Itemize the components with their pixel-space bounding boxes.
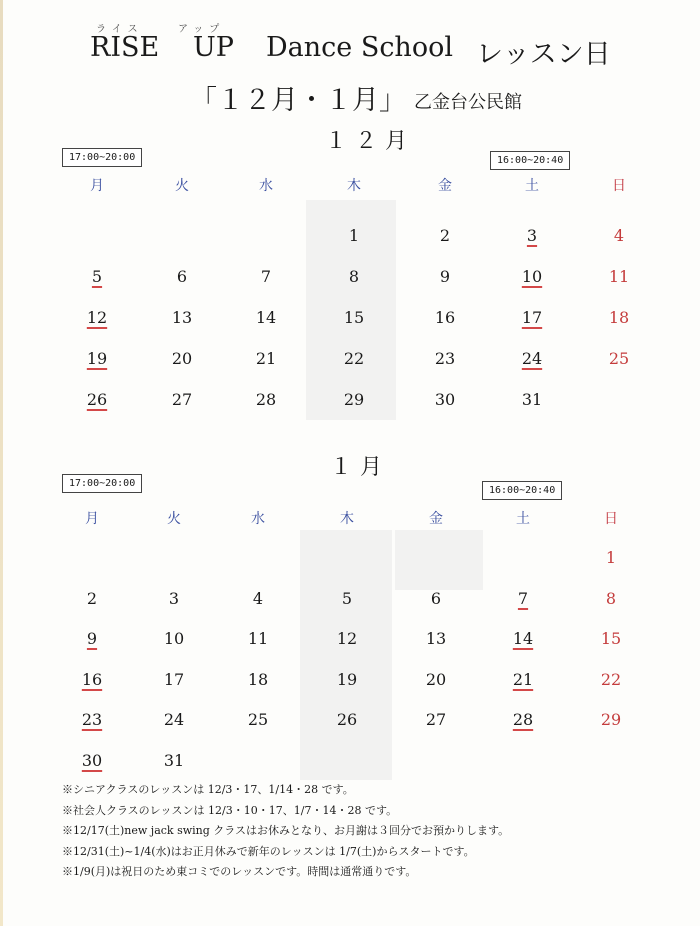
weekday-header: 月: [85, 511, 99, 527]
note-new-year-break: ※12/31(土)~1/4(水)はお正月休みで新年のレッスンは 1/7(土)からスタートです。: [62, 844, 475, 858]
calendar-day: 9: [439, 267, 451, 286]
calendar-day: 2: [439, 226, 451, 245]
calendar-day: 8: [605, 588, 617, 608]
calendar-day: 13: [171, 308, 193, 327]
calendar-day: 21: [255, 349, 277, 368]
calendar-day: 8: [348, 267, 360, 286]
lesson-day: 12: [86, 308, 108, 327]
weekday-header: 木: [340, 511, 354, 527]
notes: [62, 780, 509, 883]
weekday-header: 日: [612, 178, 626, 194]
weekday-header: 火: [167, 511, 181, 527]
title-rise: RISE: [90, 32, 160, 63]
december-weekday-time: 17:00~20:00: [62, 148, 142, 167]
calendar-day: 12: [336, 629, 358, 648]
lesson-day: 28: [512, 710, 534, 729]
lesson-day: 19: [86, 349, 108, 368]
lesson-day: 30: [81, 750, 103, 770]
lesson-day: 14: [512, 629, 534, 648]
title-dance-school: Dance School: [266, 32, 453, 63]
title-lesson-days: レッスン日: [476, 39, 611, 70]
weekday-header: 火: [175, 178, 189, 194]
weekday-header: 水: [259, 178, 273, 194]
calendar-day: 16: [434, 308, 456, 327]
calendar-day: 4: [252, 588, 264, 608]
subtitle-months: 「１２月・１月」: [190, 85, 406, 116]
calendar-day: 25: [608, 349, 630, 368]
ruby-rise: ライス: [96, 24, 144, 35]
calendar-day: 6: [176, 267, 188, 286]
calendar-day: 29: [343, 390, 365, 409]
weekday-header: 金: [429, 511, 443, 527]
calendar-day: 13: [425, 629, 447, 648]
lesson-day: 23: [81, 710, 103, 729]
weekday-header: 木: [347, 178, 361, 194]
weekday-header: 金: [438, 178, 452, 194]
calendar-day: 19: [336, 669, 358, 689]
note-new-jack-swing: ※12/17(土)new jack swing クラスはお休みとなり、お月謝は３回分でお預かりします。: [62, 824, 510, 837]
calendar-day: 17: [163, 669, 185, 689]
calendar-day: 22: [600, 669, 622, 689]
note-holiday-venue: ※1/9(月)は祝日のため東コミでのレッスンです。時間は通常通りです。: [62, 865, 417, 878]
calendar-day: 26: [336, 710, 358, 729]
calendar-day: 2: [86, 588, 98, 608]
calendar-day: 11: [247, 629, 269, 648]
calendar-day: 29: [600, 710, 622, 729]
paper-edge: [0, 0, 3, 926]
lesson-day: 7: [517, 588, 529, 608]
calendar-day: 18: [608, 308, 630, 327]
calendar-day: 3: [168, 588, 180, 608]
january-heading: １月: [330, 455, 391, 480]
december-heading: １２月: [325, 129, 416, 154]
weekday-header: 土: [525, 178, 539, 194]
lesson-day: 3: [526, 226, 538, 245]
calendar-day: 5: [341, 588, 353, 608]
lesson-day: 9: [86, 629, 98, 648]
calendar-day: 6: [430, 588, 442, 608]
lesson-day: 21: [512, 669, 534, 689]
calendar-day: 18: [247, 669, 269, 689]
lesson-day: 16: [81, 669, 103, 689]
calendar-day: 31: [163, 750, 185, 770]
calendar-day: 20: [425, 669, 447, 689]
lesson-day: 5: [91, 267, 103, 286]
ruby-up: アップ: [178, 24, 226, 35]
calendar-day: 30: [434, 390, 456, 409]
calendar-day: 10: [163, 629, 185, 648]
weekday-header: 土: [516, 511, 530, 527]
venue-name: 乙金台公民館: [414, 92, 522, 113]
weekday-header: 日: [604, 511, 618, 527]
calendar-day: 27: [171, 390, 193, 409]
calendar-day: 14: [255, 308, 277, 327]
calendar-day: 27: [425, 710, 447, 729]
calendar-day: 15: [343, 308, 365, 327]
cell-shade: [300, 530, 392, 780]
note-adult-class: ※社会人クラスのレッスンは 12/3・10・17、1/7・14・28 です。: [62, 803, 398, 817]
january-saturday-time: 16:00~20:40: [482, 481, 562, 500]
calendar-day: 24: [163, 710, 185, 729]
calendar-day: 31: [521, 390, 543, 409]
calendar-day: 25: [247, 710, 269, 729]
lesson-day: 10: [521, 267, 543, 286]
lesson-day: 24: [521, 349, 543, 368]
calendar-day: 15: [600, 629, 622, 648]
calendar-day: 4: [613, 226, 625, 245]
calendar-day: 23: [434, 349, 456, 368]
calendar-day: 1: [605, 548, 617, 567]
note-senior-class: ※シニアクラスのレッスンは 12/3・17、1/14・28 です。: [62, 783, 354, 796]
cell-shade: [395, 530, 483, 590]
calendar-day: 22: [343, 349, 365, 368]
december-saturday-time: 16:00~20:40: [490, 151, 570, 170]
calendar-day: 28: [255, 390, 277, 409]
calendar-day: 7: [260, 267, 272, 286]
weekday-header: 月: [90, 178, 104, 194]
calendar-day: 20: [171, 349, 193, 368]
lesson-day: 17: [521, 308, 543, 327]
lesson-day: 26: [86, 390, 108, 409]
weekday-header: 水: [251, 511, 265, 527]
calendar-day: 11: [608, 267, 630, 286]
calendar-day: 1: [348, 226, 360, 245]
title-up: UP: [193, 32, 234, 63]
january-weekday-time: 17:00~20:00: [62, 474, 142, 493]
